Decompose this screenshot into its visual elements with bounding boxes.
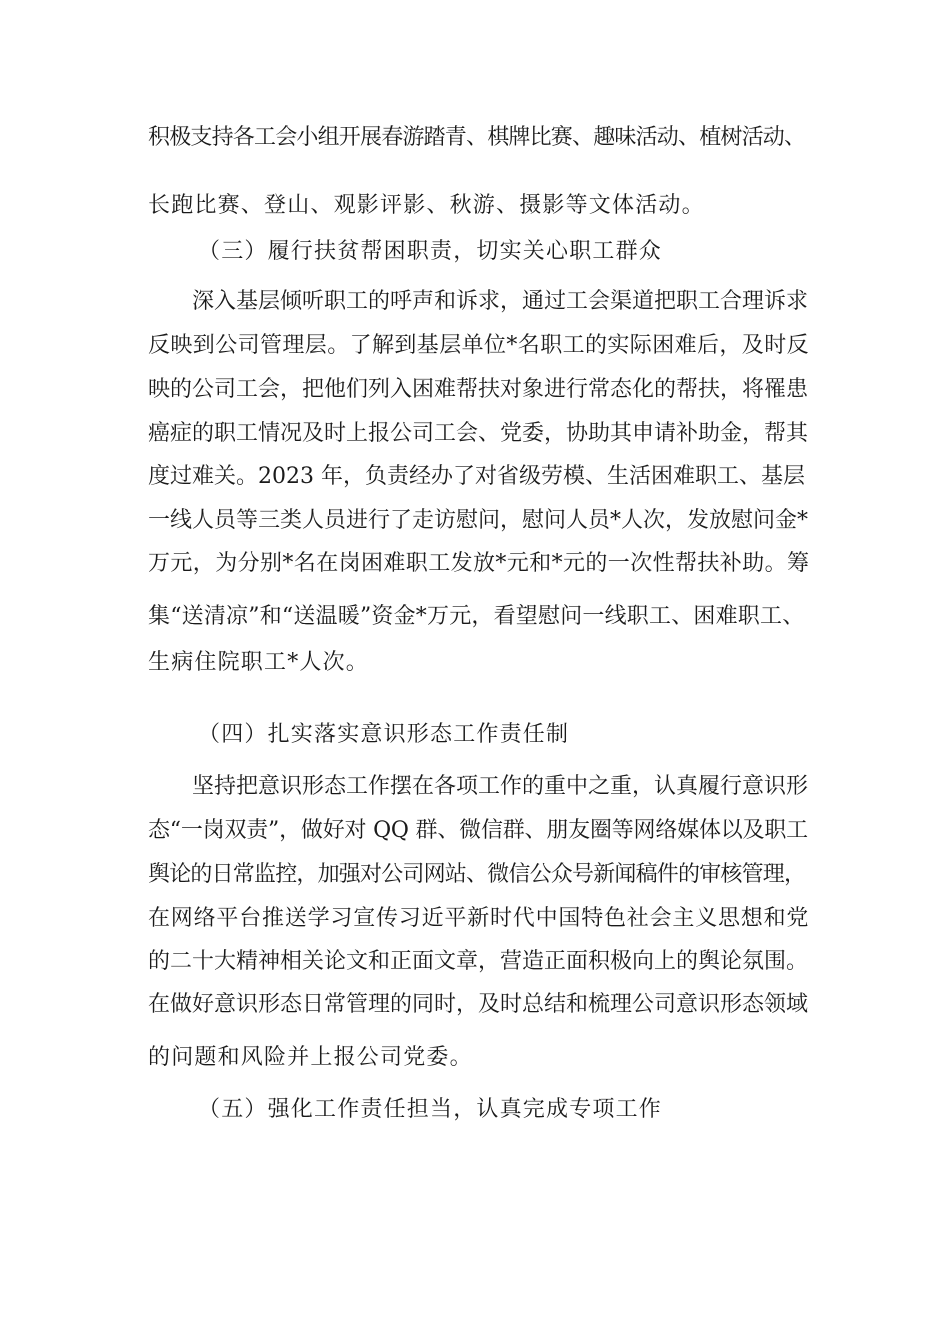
paragraph-line: 的问题和风险并上报公司党委。 (148, 1045, 473, 1070)
paragraph-line: 积极支持各工会小组开展春游踏青、棋牌比赛、趣味活动、植树活动、 (148, 125, 806, 150)
paragraph-line: 生病住院职工*人次。 (148, 650, 370, 675)
paragraph-line: 坚持把意识形态工作摆在各项工作的重中之重，认真履行意识形 (192, 774, 809, 799)
paragraph-line: 癌症的职工情况及时上报公司工会、党委，协助其申请补助金，帮其 (148, 421, 809, 446)
paragraph-line: 长跑比赛、登山、观影评影、秋游、摄影等文体活动。 (148, 193, 705, 218)
paragraph-line: 深入基层倾听职工的呼声和诉求，通过工会渠道把职工合理诉求 (192, 289, 809, 314)
paragraph-line: 舆论的日常监控，加强对公司网站、微信公众号新闻稿件的审核管理， (148, 862, 806, 887)
paragraph-line: 反映到公司管理层。了解到基层单位*名职工的实际困难后，及时反 (148, 333, 810, 358)
paragraph-line: 的二十大精神相关论文和正面文章，营造正面积极向上的舆论氛围。 (148, 949, 809, 974)
paragraph-line: 在网络平台推送学习宣传习近平新时代中国特色社会主义思想和党 (148, 906, 810, 931)
section-heading-3: （三）履行扶贫帮困职责，切实关心职工群众 (198, 239, 663, 264)
paragraph-line: 集“送清凉”和“送温暖”资金*万元，看望慰问一线职工、困难职工、 (148, 604, 805, 629)
section-heading-5: （五）强化工作责任担当，认真完成专项工作 (198, 1097, 663, 1122)
paragraph-line: 映的公司工会，把他们列入困难帮扶对象进行常态化的帮扶，将罹患 (148, 377, 809, 402)
paragraph-line: 态“一岗双责”，做好对 QQ 群、微信群、朋友圈等网络媒体以及职工 (148, 818, 808, 843)
paragraph-line: 万元，为分别*名在岗困难职工发放*元和*元的一次性帮扶补助。筹 (148, 551, 810, 576)
section-heading-4: （四）扎实落实意识形态工作责任制 (198, 722, 570, 747)
paragraph-line: 度过难关。2023 年，负责经办了对省级劳模、生活困难职工、基层 (148, 464, 805, 489)
paragraph-line: 在做好意识形态日常管理的同时，及时总结和梳理公司意识形态领域 (148, 992, 809, 1017)
paragraph-line: 一线人员等三类人员进行了走访慰问，慰问人员*人次，发放慰问金* (148, 508, 809, 533)
